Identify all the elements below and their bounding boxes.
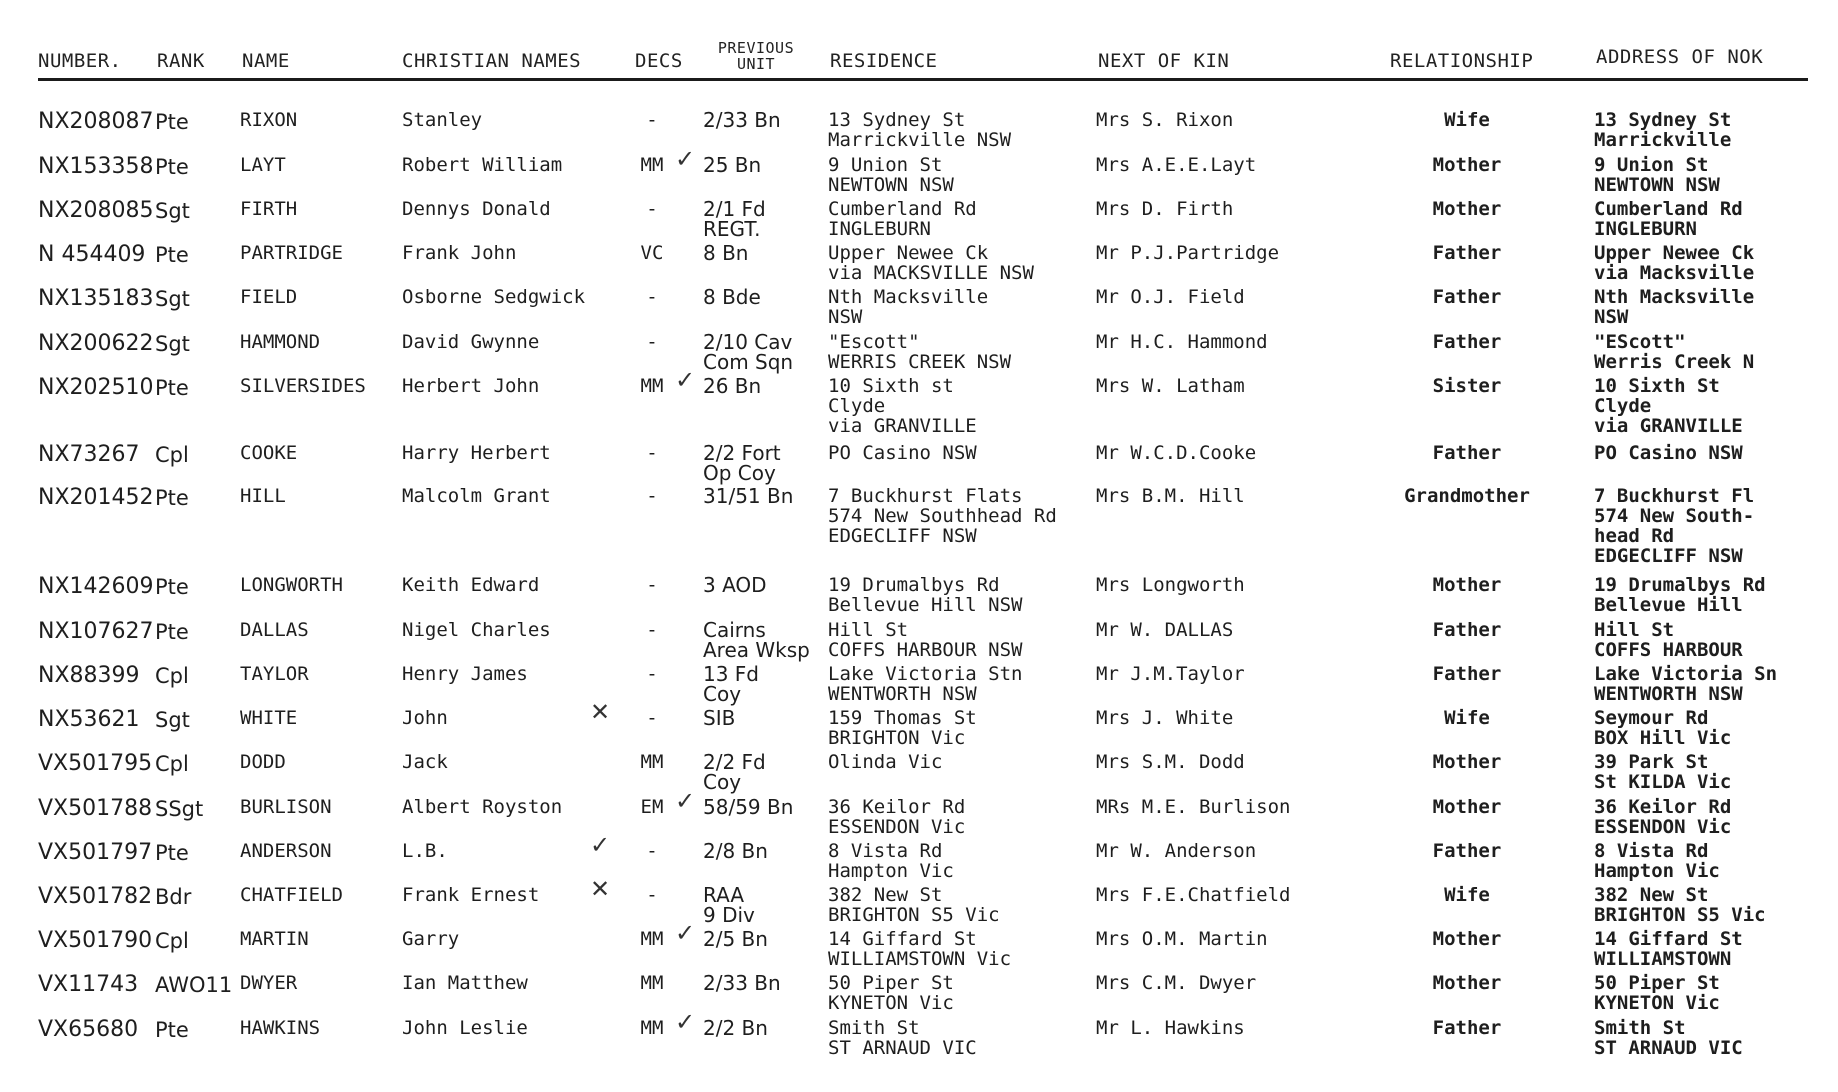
rank-cell: Pte [155, 243, 189, 267]
header-christian-names: CHRISTIAN NAMES [402, 50, 582, 72]
rank-cell: Pte [155, 376, 189, 400]
christian-names-cell: Garry [402, 928, 460, 950]
header-decs: DECS [635, 50, 683, 72]
previous-unit-cell: 2/8 Bn [703, 839, 768, 863]
decorations-cell: VC [640, 242, 664, 264]
next-of-kin-cell: Mrs A.E.E.Layt [1096, 154, 1257, 176]
residence-cell: Olinda Vic [828, 751, 943, 773]
surname-cell: DWYER [240, 972, 298, 994]
tick-mark-icon: ✓ [590, 831, 611, 859]
residence-cell: 7 Buckhurst Flats 574 New Southhead Rd EDGECLIFF NSW [828, 485, 1057, 547]
previous-unit-cell: Cairns Area Wksp [703, 618, 810, 662]
next-of-kin-cell: Mr H.C. Hammond [1096, 331, 1268, 353]
table-row [0, 443, 1838, 487]
previous-unit-cell: 8 Bn [703, 241, 749, 265]
nok-address-cell: Cumberland Rd INGLEBURN [1594, 198, 1743, 240]
nok-address-cell: 10 Sixth St Clyde via GRANVILLE [1594, 375, 1743, 437]
relationship-cell: Mother [1432, 796, 1502, 818]
christian-names-cell: Herbert John [402, 375, 540, 397]
next-of-kin-cell: MRs M.E. Burlison [1096, 796, 1291, 818]
rank-cell: Cpl [155, 664, 189, 688]
nok-address-cell: 8 Vista Rd Hampton Vic [1594, 840, 1720, 882]
nok-address-cell: Upper Newee Ck via Macksville [1594, 242, 1755, 284]
previous-unit-cell: 2/10 Cav Com Sqn [703, 330, 794, 374]
cross-mark-icon: ✕ [590, 698, 611, 726]
relationship-cell: Wife [1444, 707, 1490, 729]
rank-cell: Sgt [155, 287, 190, 311]
service-number: NX201452 [38, 485, 154, 510]
table-row [0, 484, 1838, 567]
residence-cell: Upper Newee Ck via MACKSVILLE NSW [828, 242, 1034, 284]
residence-cell: 13 Sydney St Marrickville NSW [828, 109, 1012, 151]
residence-cell: 10 Sixth st Clyde via GRANVILLE [828, 375, 977, 437]
header-number: NUMBER. [38, 50, 122, 72]
service-number: NX53621 [38, 707, 140, 732]
previous-unit-cell: 3 AOD [703, 573, 767, 597]
next-of-kin-cell: Mrs J. White [1096, 707, 1234, 729]
previous-unit-cell: 2/33 Bn [703, 971, 781, 995]
nok-address-cell: 7 Buckhurst Fl 574 New South- head Rd EDGECLIFF NSW [1594, 485, 1755, 567]
next-of-kin-cell: Mrs W. Latham [1096, 375, 1245, 397]
service-number: VX501788 [38, 796, 153, 821]
christian-names-cell: Robert William [402, 154, 563, 176]
header-residence: RESIDENCE [830, 50, 938, 72]
nok-address-cell: 9 Union St NEWTOWN NSW [1594, 154, 1720, 196]
residence-cell: 159 Thomas St BRIGHTON Vic [828, 707, 977, 749]
surname-cell: WHITE [240, 707, 298, 729]
relationship-cell: Father [1432, 442, 1502, 464]
nok-address-cell: Lake Victoria Sn WENTWORTH NSW [1594, 663, 1778, 705]
rank-cell: Sgt [155, 332, 190, 356]
surname-cell: HAMMOND [240, 331, 321, 353]
service-number: VX11743 [38, 972, 139, 997]
decorations-cell: - [646, 109, 658, 131]
rank-cell: Pte [155, 1018, 189, 1042]
tick-mark-icon: ✓ [675, 787, 696, 815]
surname-cell: HILL [240, 485, 286, 507]
next-of-kin-cell: Mrs S.M. Dodd [1096, 751, 1245, 773]
next-of-kin-cell: Mr J.M.Taylor [1096, 663, 1245, 685]
header-next-of-kin: NEXT OF KIN [1098, 50, 1230, 72]
previous-unit-cell: 2/2 Fort Op Coy [703, 441, 781, 485]
relationship-cell: Father [1432, 331, 1502, 353]
nok-address-cell: Hill St COFFS HARBOUR [1594, 619, 1743, 661]
table-row [0, 145, 1838, 199]
christian-names-cell: Ian Matthew [402, 972, 528, 994]
relationship-cell: Sister [1432, 375, 1502, 397]
table-row [0, 287, 1838, 331]
surname-cell: FIRTH [240, 198, 298, 220]
service-number: VX501790 [38, 928, 153, 953]
decorations-cell: EM [640, 796, 664, 818]
surname-cell: CHATFIELD [240, 884, 343, 906]
nok-address-cell: Nth Macksville NSW [1594, 286, 1755, 328]
decorations-cell: MM [640, 928, 664, 950]
relationship-cell: Father [1432, 840, 1502, 862]
tick-mark-icon: ✓ [675, 145, 696, 173]
nok-address-cell: 39 Park St St KILDA Vic [1594, 751, 1732, 793]
relationship-cell: Father [1432, 1017, 1502, 1039]
surname-cell: HAWKINS [240, 1017, 321, 1039]
nok-address-cell: 14 Giffard St WILLIAMSTOWN [1594, 928, 1743, 970]
service-number: NX208087 [38, 109, 154, 134]
table-row [0, 875, 1838, 929]
rank-cell: Pte [155, 110, 189, 134]
cross-mark-icon: ✕ [590, 875, 611, 903]
nok-address-cell: 36 Keilor Rd ESSENDON Vic [1594, 796, 1732, 838]
nok-address-cell: "EScott" Werris Creek N [1594, 331, 1755, 373]
christian-names-cell: L.B. [402, 840, 448, 862]
residence-cell: PO Casino NSW [828, 442, 977, 464]
header-name: NAME [242, 50, 290, 72]
table-row [0, 332, 1838, 376]
table-row [0, 831, 1838, 885]
rank-cell: SSgt [155, 797, 204, 821]
next-of-kin-cell: Mrs B.M. Hill [1096, 485, 1245, 507]
service-number: VX501795 [38, 751, 153, 776]
decorations-cell: - [646, 884, 658, 906]
rank-cell: AWO11 [155, 973, 233, 997]
decorations-cell: - [646, 663, 658, 685]
residence-cell: 8 Vista Rd Hampton Vic [828, 840, 954, 882]
rank-cell: Bdr [155, 885, 192, 909]
decorations-cell: - [646, 198, 658, 220]
residence-cell: Smith St ST ARNAUD VIC [828, 1017, 977, 1059]
header-previous-unit: PREVIOUS UNIT [717, 39, 795, 73]
nok-address-cell: Seymour Rd BOX Hill Vic [1594, 707, 1732, 749]
relationship-cell: Mother [1432, 972, 1502, 994]
decorations-cell: - [646, 331, 658, 353]
christian-names-cell: Frank John [402, 242, 517, 264]
residence-cell: 19 Drumalbys Rd Bellevue Hill NSW [828, 574, 1023, 616]
surname-cell: SILVERSIDES [240, 375, 366, 397]
surname-cell: LONGWORTH [240, 574, 343, 596]
residence-cell: Hill St COFFS HARBOUR NSW [828, 619, 1023, 661]
previous-unit-cell: RAA 9 Div [703, 883, 755, 927]
service-number: NX142609 [38, 574, 154, 599]
relationship-cell: Mother [1432, 574, 1502, 596]
service-number: NX202510 [38, 375, 154, 400]
next-of-kin-cell: Mrs F.E.Chatfield [1096, 884, 1291, 906]
relationship-cell: Father [1432, 663, 1502, 685]
rank-cell: Pte [155, 155, 189, 179]
residence-cell: 382 New St BRIGHTON S5 Vic [828, 884, 1000, 926]
next-of-kin-cell: Mr L. Hawkins [1096, 1017, 1245, 1039]
surname-cell: LAYT [240, 154, 286, 176]
decorations-cell: - [646, 286, 658, 308]
rank-cell: Pte [155, 620, 189, 644]
surname-cell: PARTRIDGE [240, 242, 343, 264]
header-address-of-nok: ADDRESS OF NOK [1596, 46, 1764, 68]
table-row [0, 1008, 1838, 1062]
residence-cell: 14 Giffard St WILLIAMSTOWN Vic [828, 928, 1012, 970]
nok-address-cell: 382 New St BRIGHTON S5 Vic [1594, 884, 1766, 926]
relationship-cell: Mother [1432, 928, 1502, 950]
service-number: VX65680 [38, 1017, 139, 1042]
previous-unit-cell: SIB [703, 706, 736, 730]
christian-names-cell: Albert Royston [402, 796, 563, 818]
table-row [0, 664, 1838, 708]
service-number: NX107627 [38, 619, 154, 644]
christian-names-cell: John [402, 707, 448, 729]
christian-names-cell: Henry James [402, 663, 528, 685]
decorations-cell: MM [640, 751, 664, 773]
service-number: VX501782 [38, 884, 153, 909]
tick-mark-icon: ✓ [675, 366, 696, 394]
table-row [0, 243, 1838, 287]
christian-names-cell: Frank Ernest [402, 884, 540, 906]
decorations-cell: - [646, 840, 658, 862]
christian-names-cell: John Leslie [402, 1017, 528, 1039]
rank-cell: Pte [155, 486, 189, 510]
table-row [0, 366, 1838, 437]
previous-unit-cell: 2/2 Fd Coy [703, 750, 766, 794]
rank-cell: Sgt [155, 708, 190, 732]
rank-cell: Cpl [155, 929, 189, 953]
nok-address-cell: 19 Drumalbys Rd Bellevue Hill [1594, 574, 1766, 616]
surname-cell: BURLISON [240, 796, 332, 818]
header-relationship: RELATIONSHIP [1390, 50, 1534, 72]
nok-address-cell: PO Casino NSW [1594, 442, 1743, 464]
table-row [0, 787, 1838, 841]
relationship-cell: Grandmother [1404, 485, 1530, 507]
christian-names-cell: Stanley [402, 109, 483, 131]
table-row [0, 698, 1838, 752]
tick-mark-icon: ✓ [675, 919, 696, 947]
surname-cell: DALLAS [240, 619, 309, 641]
relationship-cell: Wife [1444, 109, 1490, 131]
decorations-cell: MM [640, 375, 664, 397]
header-rank: RANK [157, 50, 205, 72]
next-of-kin-cell: Mr W. Anderson [1096, 840, 1257, 862]
next-of-kin-cell: Mrs D. Firth [1096, 198, 1234, 220]
service-number: NX200622 [38, 331, 154, 356]
table-row [0, 752, 1838, 796]
decorations-cell: - [646, 442, 658, 464]
christian-names-cell: Malcolm Grant [402, 485, 551, 507]
christian-names-cell: Harry Herbert [402, 442, 551, 464]
rank-cell: Pte [155, 841, 189, 865]
nok-address-cell: 50 Piper St KYNETON Vic [1594, 972, 1720, 1014]
christian-names-cell: Keith Edward [402, 574, 540, 596]
next-of-kin-cell: Mr W. DALLAS [1096, 619, 1234, 641]
previous-unit-cell: 8 Bde [703, 285, 761, 309]
surname-cell: RIXON [240, 109, 298, 131]
next-of-kin-cell: Mr O.J. Field [1096, 286, 1245, 308]
service-number: NX153358 [38, 154, 154, 179]
christian-names-cell: Nigel Charles [402, 619, 551, 641]
relationship-cell: Father [1432, 242, 1502, 264]
surname-cell: COOKE [240, 442, 298, 464]
christian-names-cell: Dennys Donald [402, 198, 551, 220]
next-of-kin-cell: Mrs S. Rixon [1096, 109, 1234, 131]
table-row [0, 973, 1838, 1017]
nok-address-cell: Smith St ST ARNAUD VIC [1594, 1017, 1743, 1059]
decorations-cell: - [646, 619, 658, 641]
table-row [0, 199, 1838, 243]
previous-unit-cell: 26 Bn [703, 374, 762, 398]
table-row [0, 919, 1838, 973]
relationship-cell: Wife [1444, 884, 1490, 906]
residence-cell: 50 Piper St KYNETON Vic [828, 972, 954, 1014]
decorations-cell: MM [640, 154, 664, 176]
relationship-cell: Father [1432, 286, 1502, 308]
service-number: VX501797 [38, 840, 153, 865]
previous-unit-cell: 31/51 Bn [703, 484, 794, 508]
table-row [0, 620, 1838, 664]
next-of-kin-cell: Mr W.C.D.Cooke [1096, 442, 1257, 464]
surname-cell: MARTIN [240, 928, 309, 950]
surname-cell: FIELD [240, 286, 298, 308]
christian-names-cell: Osborne Sedgwick [402, 286, 586, 308]
service-number: NX73267 [38, 442, 140, 467]
previous-unit-cell: 25 Bn [703, 153, 762, 177]
rank-cell: Sgt [155, 199, 190, 223]
relationship-cell: Mother [1432, 751, 1502, 773]
residence-cell: Nth Macksville NSW [828, 286, 989, 328]
tick-mark-icon: ✓ [675, 1008, 696, 1036]
decorations-cell: MM [640, 1017, 664, 1039]
rank-cell: Cpl [155, 752, 189, 776]
residence-cell: Cumberland Rd INGLEBURN [828, 198, 977, 240]
service-number: N 454409 [38, 242, 146, 267]
table-row [0, 575, 1838, 619]
service-number: NX88399 [38, 663, 140, 688]
residence-cell: Lake Victoria Stn WENTWORTH NSW [828, 663, 1023, 705]
previous-unit-cell: 58/59 Bn [703, 795, 794, 819]
decorations-cell: MM [640, 972, 664, 994]
christian-names-cell: Jack [402, 751, 448, 773]
relationship-cell: Mother [1432, 154, 1502, 176]
previous-unit-cell: 2/1 Fd REGT. [703, 197, 766, 241]
residence-cell: 9 Union St NEWTOWN NSW [828, 154, 954, 196]
service-number: NX208085 [38, 198, 154, 223]
previous-unit-cell: 13 Fd Coy [703, 662, 760, 706]
nok-address-cell: 13 Sydney St Marrickville [1594, 109, 1732, 151]
previous-unit-cell: 2/5 Bn [703, 927, 768, 951]
rank-cell: Pte [155, 575, 189, 599]
previous-unit-cell: 2/33 Bn [703, 108, 781, 132]
relationship-cell: Mother [1432, 198, 1502, 220]
next-of-kin-cell: Mrs Longworth [1096, 574, 1245, 596]
relationship-cell: Father [1432, 619, 1502, 641]
service-number: NX135183 [38, 286, 154, 311]
decorations-cell: - [646, 707, 658, 729]
surname-cell: ANDERSON [240, 840, 332, 862]
residence-cell: 36 Keilor Rd ESSENDON Vic [828, 796, 966, 838]
previous-unit-cell: 2/2 Bn [703, 1016, 768, 1040]
next-of-kin-cell: Mrs C.M. Dwyer [1096, 972, 1257, 994]
surname-cell: DODD [240, 751, 286, 773]
decorations-cell: - [646, 485, 658, 507]
residence-cell: "Escott" WERRIS CREEK NSW [828, 331, 1012, 373]
table-row [0, 110, 1838, 154]
next-of-kin-cell: Mr P.J.Partridge [1096, 242, 1280, 264]
next-of-kin-cell: Mrs O.M. Martin [1096, 928, 1268, 950]
rank-cell: Cpl [155, 443, 189, 467]
christian-names-cell: David Gwynne [402, 331, 540, 353]
decorations-cell: - [646, 574, 658, 596]
surname-cell: TAYLOR [240, 663, 309, 685]
